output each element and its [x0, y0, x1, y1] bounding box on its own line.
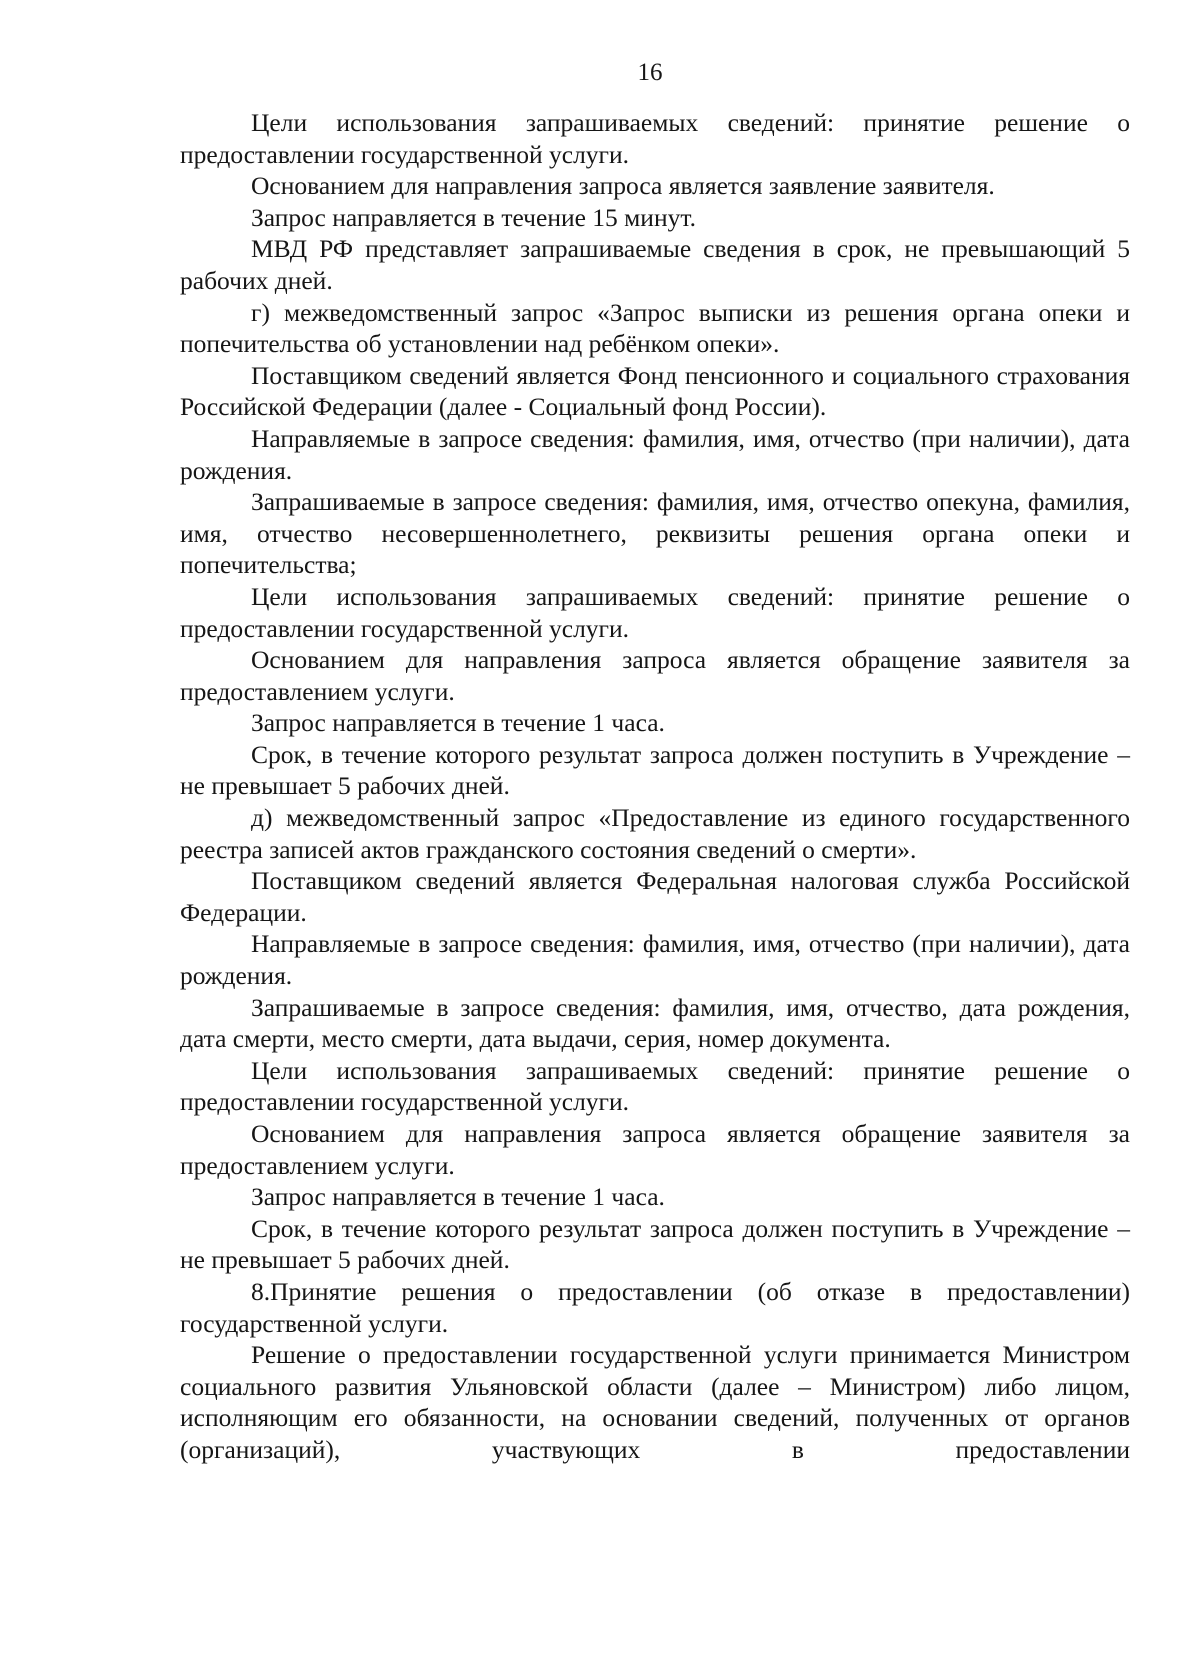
paragraph: г) межведомственный запрос «Запрос выписки из решения органа опеки и попечительства об установлении над ребёнком опеки». — [180, 297, 1130, 359]
paragraph: Основанием для направления запроса является заявление заявителя. — [251, 171, 995, 201]
paragraph: Запрашиваемые в запросе сведения: фамилия, имя, отчество, дата рождения, дата смерти, место смерти, дата выдачи, серия, номер документа. — [180, 992, 1130, 1054]
paragraph: д) межведомственный запрос «Предоставление из единого государственного реестра записей актов гражданского состояния сведений о смерти». — [180, 803, 1130, 864]
paragraph: Срок, в течение которого результат запроса должен поступить в Учреждение – не превышает 5 рабочих дней. — [180, 1213, 1130, 1275]
paragraph: Основанием для направления запроса является обращение заявителя за предоставлением услуги. — [180, 645, 1130, 706]
paragraph: Направляемые в запросе сведения: фамилия, имя, отчество (при наличии), дата рождения. — [180, 929, 1130, 991]
page-number: 16 — [637, 59, 663, 86]
paragraph: Цели использования запрашиваемых сведений: принятие решение о предоставлении государственной услуги. — [180, 581, 1130, 643]
paragraph: Решение о предоставлении государственной услуги принимается Министром социального развития Ульяновской области (далее – Министром) либо лицом, исполняющим его обязанности, на основании сведений, полученных от органов (организаций), участвующих в предоставлении — [180, 1340, 1130, 1464]
paragraph: Цели использования запрашиваемых сведений: принятие решение о предоставлении государственной услуги. — [180, 108, 1130, 169]
paragraph: 8.Принятие решения о предоставлении (об отказе в предоставлении) государственной услуги. — [180, 1276, 1130, 1338]
paragraph: Запрос направляется в течение 1 часа. — [251, 708, 665, 738]
document-body — [180, 107, 1130, 1466]
paragraph: Запрос направляется в течение 15 минут. — [251, 202, 696, 232]
paragraph: МВД РФ представляет запрашиваемые сведения в срок, не превышающий 5 рабочих дней. — [180, 234, 1130, 295]
paragraph: Запрашиваемые в запросе сведения: фамилия, имя, отчество опекуна, фамилия, имя, отчество несовершеннолетнего, реквизиты решения органа опеки и попечительства; — [180, 487, 1130, 580]
paragraph: Поставщиком сведений является Фонд пенсионного и социального страхования Российской Федерации (далее - Социальный фонд России). — [180, 360, 1130, 422]
paragraph: Поставщиком сведений является Федеральная налоговая служба Российской Федерации. — [180, 866, 1130, 927]
paragraph: Основанием для направления запроса является обращение заявителя за предоставлением услуги. — [180, 1119, 1130, 1180]
paragraph: Цели использования запрашиваемых сведений: принятие решение о предоставлении государственной услуги. — [180, 1055, 1130, 1117]
paragraph: Направляемые в запросе сведения: фамилия, имя, отчество (при наличии), дата рождения. — [180, 423, 1130, 485]
paragraph: Срок, в течение которого результат запроса должен поступить в Учреждение – не превышает 5 рабочих дней. — [180, 739, 1130, 801]
paragraph: Запрос направляется в течение 1 часа. — [251, 1182, 665, 1212]
